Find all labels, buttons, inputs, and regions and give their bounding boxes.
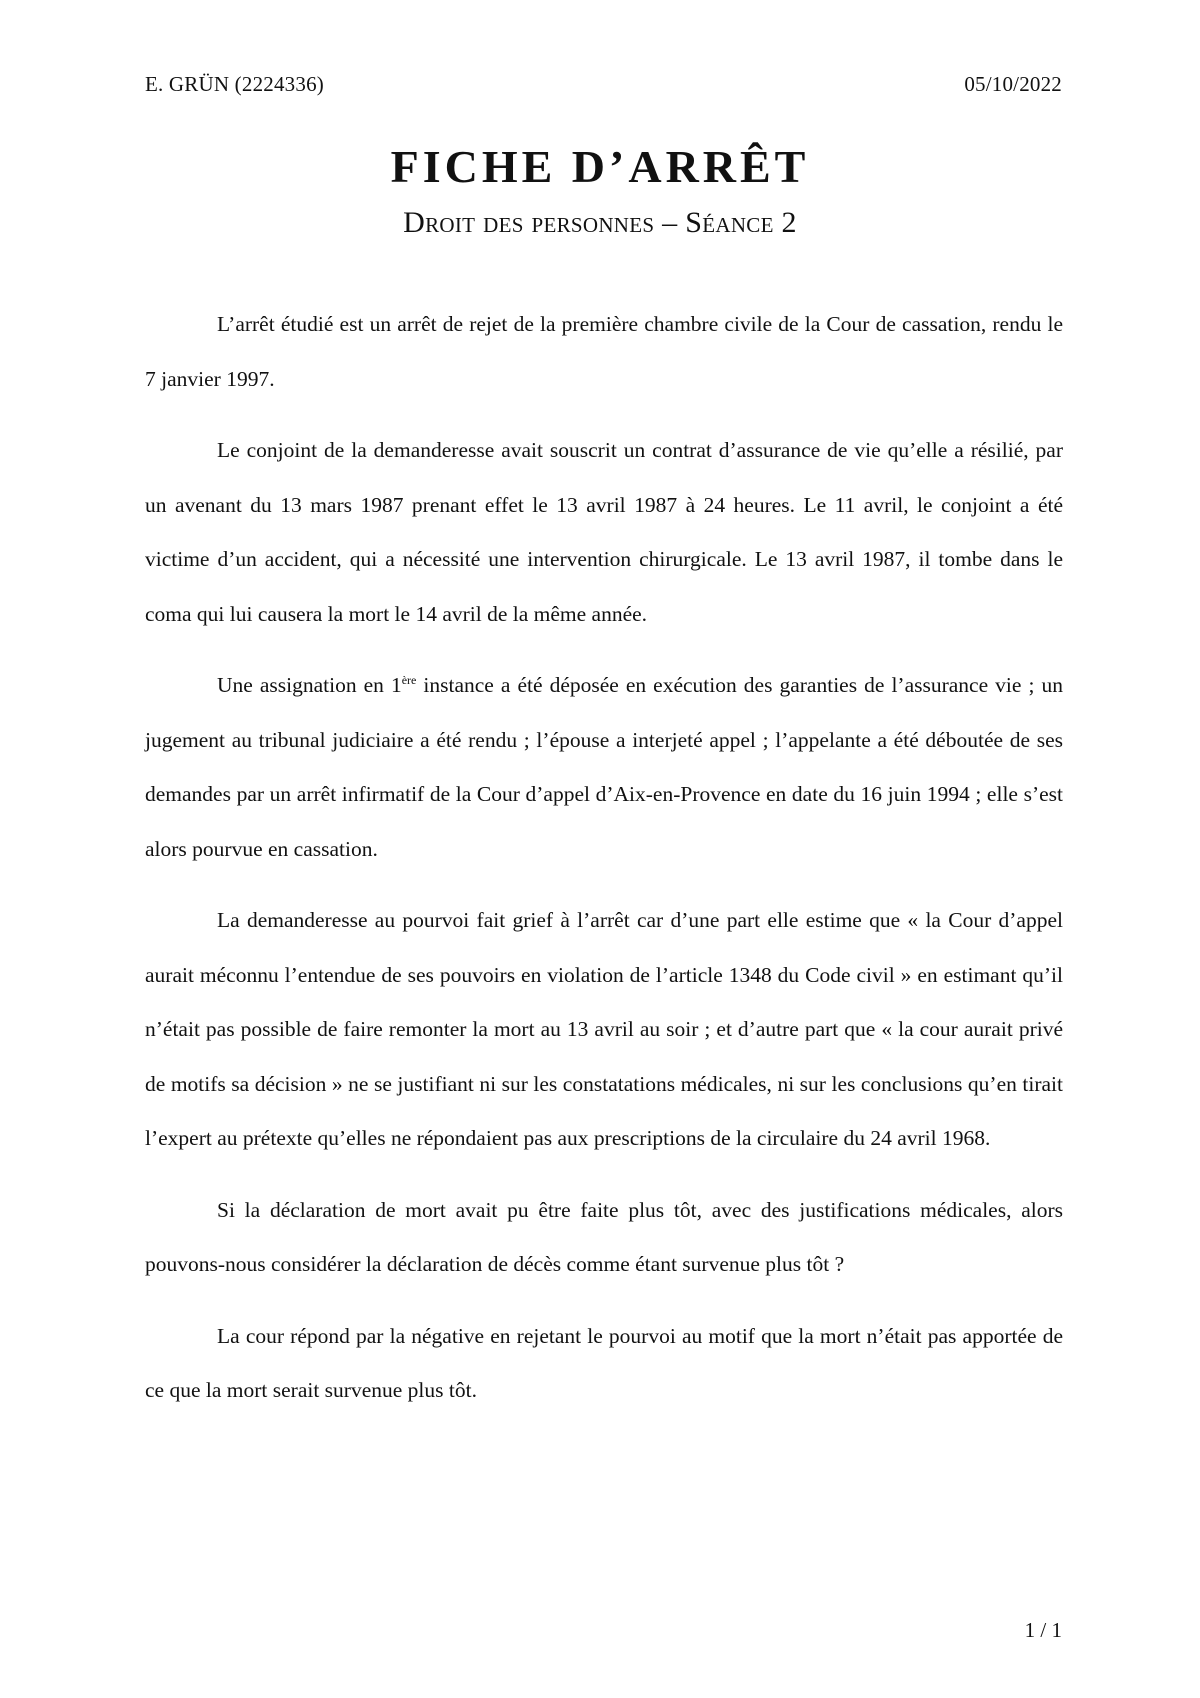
- document-subtitle: Droit des personnes – Séance 2: [403, 206, 797, 239]
- document-title: FICHE D’ARRÊT: [390, 141, 810, 192]
- paragraph-procedure: [145, 658, 1063, 876]
- paragraph-legal-question: Si la déclaration de mort avait pu être faite plus tôt, avec des justifications médicales, alors pouvons-nous considérer la déclaration de décès comme étant survenue plus tôt ?: [145, 1197, 1063, 1276]
- date-header: 05/10/2022: [964, 72, 1062, 96]
- paragraph-facts: Le conjoint de la demanderesse avait souscrit un contrat d’assurance de vie qu’elle a résilié, par un avenant du 13 mars 1987 prenant effet le 13 avril 1987 à 24 heures. Le 11 avril, le conjoint a été victime d’un accident, qui a nécessité une intervention chirurgicale. Le 13 avril 1987, il tombe dans le coma qui lui causera la mort le 14 avril de la même année.: [145, 438, 1063, 626]
- document-body: [145, 297, 1063, 1435]
- paragraph-claims: La demanderesse au pourvoi fait grief à l’arrêt car d’une part elle estime que « la Cour d’appel aurait méconnu l’entendue de ses pouvoirs en violation de l’article 1348 du Code civil » en estimant qu’il n’était pas possible de faire remonter la mort au 13 avril au soir ; et d’autre part que « la cour aurait privé de motifs sa décision » ne se justifiant ni sur les constatations médicales, ni sur les conclusions qu’en tirait l’expert au prétexte qu’elles ne répondaient pas aux prescriptions de la circulaire du 24 avril 1968.: [145, 908, 1063, 1150]
- page-number: 1 / 1: [1024, 1618, 1062, 1642]
- procedure-text-start: Une assignation en 1: [217, 673, 402, 697]
- procedure-text-end: instance a été déposée en exécution des garanties de l’assurance vie ; un jugement au tribunal judiciaire a été rendu ; l’épouse a interjeté appel ; l’appelante a été déboutée de ses demandes par un arrêt infirmatif de la Cour d’appel d’Aix-en-Provence en date du 16 juin 1994 ; elle s’est alors pourvue en cassation.: [145, 673, 1063, 861]
- paragraph-decision: L’arrêt étudié est un arrêt de rejet de la première chambre civile de la Cour de cassation, rendu le 7 janvier 1997.: [145, 312, 1063, 391]
- paragraph-solution: La cour répond par la négative en rejetant le pourvoi au motif que la mort n’était pas apportée de ce que la mort serait survenue plus tôt.: [145, 1323, 1063, 1402]
- author-header: E. GRÜN (2224336): [145, 72, 324, 96]
- procedure-superscript: ère: [401, 672, 417, 687]
